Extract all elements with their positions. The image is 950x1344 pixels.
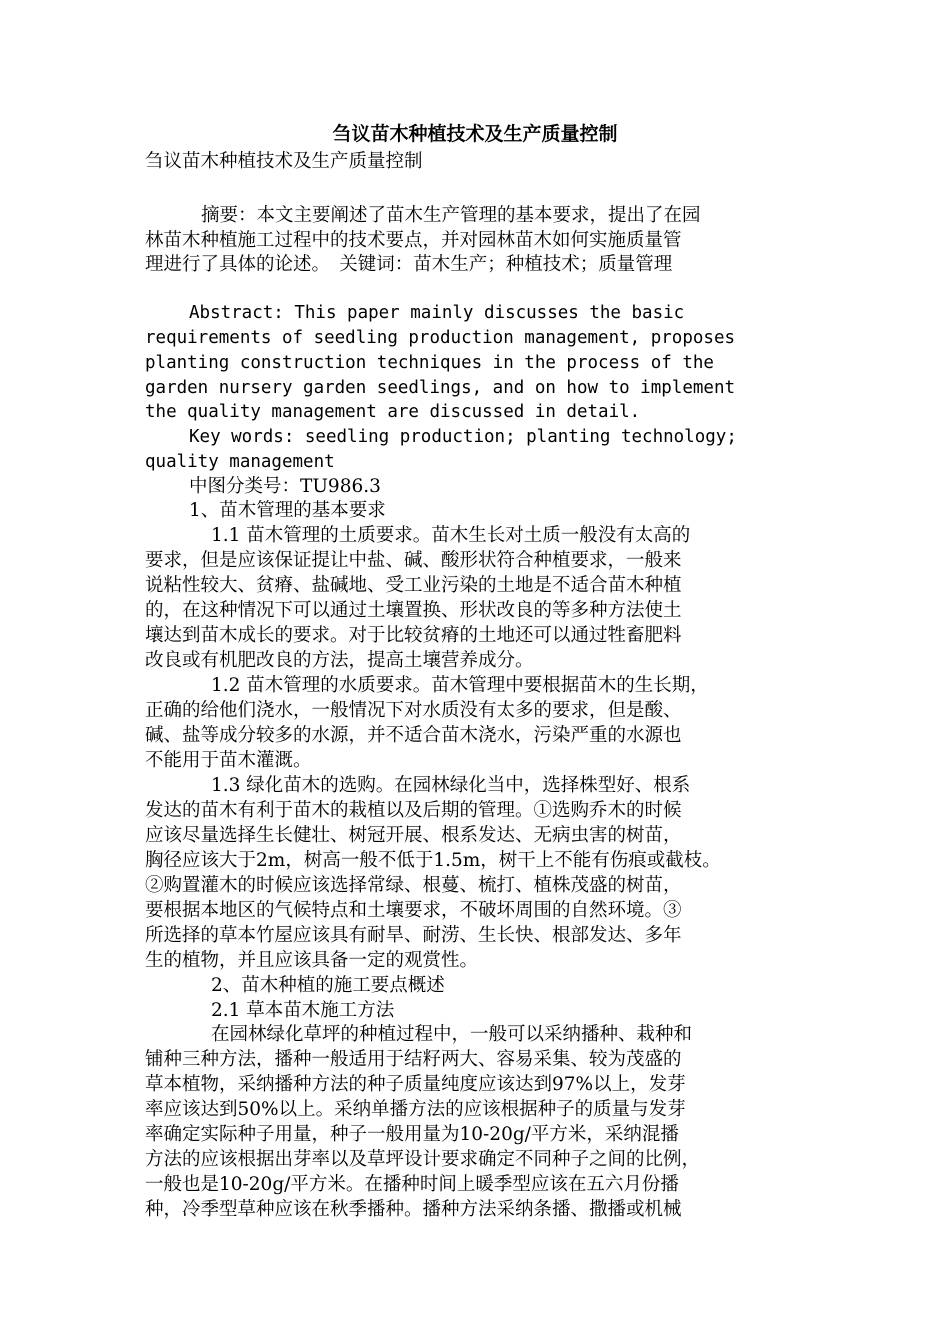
paragraph-line: 方法的应该根据出芽率以及草坪设计要求确定不同种子之间的比例， [145,1149,701,1170]
paragraph-line: 1.3 绿化苗木的选购。在园林绿化当中，选择株型好、根系 [211,775,691,796]
paragraph-line: 在园林绿化草坪的种植过程中，一般可以采纳播种、栽种和 [211,1024,693,1045]
paragraph-line: 铺种三种方法，播种一般适用于结籽两大、容易采集、较为茂盛的 [145,1049,682,1070]
paragraph-line: 要求，但是应该保证提让中盐、碱、酸形状符合种植要求，一般来 [145,550,682,571]
paragraph-line: 要根据本地区的气候特点和土壤要求，不破坏周围的自然环境。③ [145,900,682,921]
abstract-en-line: planting construction techniques in the process of the [145,353,714,373]
paragraph-line: 不能用于苗木灌溉。 [145,750,312,771]
section-heading: 2、苗木种植的施工要点概述 [211,975,445,996]
paragraph-line: 改良或有机肥改良的方法，提高土壤营养成分。 [145,650,534,671]
paragraph-line: 壤达到苗木成长的要求。对于比较贫瘠的土地还可以通过牲畜肥料 [145,625,682,646]
paragraph-line: 1.2 苗木管理的水质要求。苗木管理中要根据苗木的生长期， [211,675,709,696]
section-heading: 1、苗木管理的基本要求 [189,500,386,521]
abstract-cn-line: 摘要：本文主要阐述了苗木生产管理的基本要求，提出了在园 [201,205,701,226]
paragraph-line: 草本植物，采纳播种方法的种子质量纯度应该达到97%以上，发芽 [145,1074,686,1095]
paragraph-line: 生的植物，并且应该具备一定的观赏性。 [145,950,479,971]
classification-number: 中图分类号：TU986.3 [189,476,381,497]
paragraph-line: 一般也是10-20g/平方米。在播种时间上暖季型应该在五六月份播 [145,1174,679,1195]
paragraph-line: 碱、盐等成分较多的水源，并不适合苗木浇水，污染严重的水源也 [145,725,682,746]
paragraph-line: 种，冷季型草种应该在秋季播种。播种方法采纳条播、撒播或机械 [145,1199,682,1220]
abstract-cn-line: 理进行了具体的论述。 关键词：苗木生产；种植技术；质量管理 [145,254,673,275]
paragraph-line: 所选择的草本竹屋应该具有耐旱、耐涝、生长快、根部发达、多年 [145,925,682,946]
paragraph-line: 率确定实际种子用量，种子一般用量为10-20g/平方米，采纳混播 [145,1124,679,1145]
paragraph-line: 的，在这种情况下可以通过土壤置换、形状改良的等多种方法使土 [145,600,682,621]
paragraph-line: 应该尽量选择生长健壮、树冠开展、根系发达、无病虫害的树苗， [145,825,682,846]
document-subtitle: 刍议苗木种植技术及生产质量控制 [145,151,423,172]
paragraph-line: 说粘性较大、贫瘠、盐碱地、受工业污染的土地是不适合苗木种植 [145,575,682,596]
paragraph-line: ②购置灌木的时候应该选择常绿、根蔓、梳打、植株茂盛的树苗， [145,875,682,896]
abstract-en-line: Abstract: This paper mainly discusses the basic [189,303,685,323]
document-title: 刍议苗木种植技术及生产质量控制 [332,123,618,145]
paragraph-line: 发达的苗木有利于苗木的栽植以及后期的管理。①选购乔木的时候 [145,800,682,821]
paragraph-line: 1.1 苗木管理的土质要求。苗木生长对土质一般没有太高的 [211,525,691,546]
paragraph-line: 正确的给他们浇水，一般情况下对水质没有太多的要求，但是酸、 [145,700,682,721]
keywords-en-line: Key words: seedling production; planting technology; [189,427,737,447]
abstract-en-line: requirements of seedling production management, proposes [145,328,736,348]
subsection-heading: 2.1 草本苗木施工方法 [211,1000,395,1021]
abstract-en-line: the quality management are discussed in detail. [145,402,641,422]
abstract-en-line: garden nursery garden seedlings, and on how to implement [145,378,736,398]
paragraph-line: 率应该达到50%以上。采纳单播方法的应该根据种子的质量与发芽 [145,1099,686,1120]
abstract-cn-line: 林苗木种植施工过程中的技术要点，并对园林苗木如何实施质量管 [145,230,682,251]
keywords-en-line: quality management [145,452,335,472]
paragraph-line: 胸径应该大于2m，树高一般不低于1.5m，树干上不能有伤痕或截枝。 [145,850,721,871]
